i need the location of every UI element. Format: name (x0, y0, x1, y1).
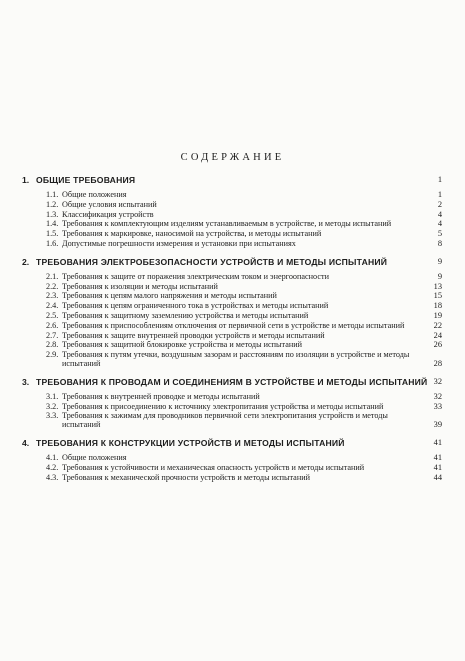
entry-text: Требования к присоединению к источнику электропитания устройства и методы испытаний (62, 401, 384, 411)
page-number: 28 (433, 358, 442, 368)
entry-number: 2.3. (46, 291, 59, 301)
entry-number: 4.1. (46, 452, 59, 462)
page-number: 24 (433, 330, 442, 340)
entry-number: 1.3. (46, 209, 59, 219)
toc-entry[interactable] (22, 230, 442, 239)
entry-text: Допустимые погрешности измерения и установки при испытаниях (62, 238, 296, 248)
toc-entry[interactable] (22, 332, 442, 341)
entry-text: Общие условия испытаний (62, 199, 157, 209)
toc-entry[interactable] (22, 273, 442, 282)
entry-number: 1.2. (46, 199, 59, 209)
entry-text: Общие положения (62, 452, 127, 462)
entry-text: Требования к цепям ограниченного тока в устройствах и методы испытаний (62, 301, 329, 311)
section-title: ОБЩИЕ ТРЕБОВАНИЯ (36, 175, 136, 185)
entry-text: Требования к изоляции и методы испытаний (62, 281, 218, 291)
page-number: 44 (433, 472, 442, 482)
page-number: 4 (437, 219, 442, 229)
entry-text: Требования к защитной блокировке устройства и методы испытаний (62, 340, 302, 350)
entry-text: Требования к устойчивости и механическая опасность устройств и методы испытаний (62, 462, 365, 472)
section-heading[interactable] (22, 377, 442, 387)
page-number: 22 (433, 320, 442, 330)
entry-text: Требования к маркировке, наносимой на устройства, и методы испытаний (62, 229, 322, 239)
entry-number: 4.3. (46, 472, 59, 482)
page-number: 41 (433, 462, 442, 472)
page-number: 9 (437, 256, 442, 266)
entry-text: Общие положения (62, 190, 127, 199)
toc-entry[interactable] (22, 464, 442, 473)
page-number: 18 (433, 301, 442, 311)
page-number: 26 (433, 340, 442, 350)
page-number: 41 (433, 437, 442, 447)
section-number: 1. (22, 175, 30, 185)
entry-number: 2.5. (46, 310, 59, 320)
toc-entry[interactable] (22, 351, 442, 369)
page-number: 13 (433, 281, 442, 291)
toc-entry[interactable] (22, 283, 442, 292)
page-number: 1 (437, 190, 442, 199)
entry-text: Требования к комплектующим изделиям устанавливаемым в устройстве, и методы испытаний (62, 219, 392, 229)
entry-number: 2.1. (46, 271, 59, 281)
entry-text: Требования к защите от поражения электрическим током и энергоопасности (62, 271, 329, 281)
entry-number: 3.2. (46, 401, 59, 411)
section-heading[interactable] (22, 175, 442, 185)
entry-text: Требования к механической прочности устройств и методы испытаний (62, 472, 310, 482)
toc-entry[interactable] (22, 191, 442, 200)
page-number: 9 (437, 271, 442, 281)
entry-text: Требования к защитному заземлению устройства и методы испытаний (62, 310, 309, 320)
toc-entry[interactable] (22, 220, 442, 229)
toc-entry[interactable] (22, 474, 442, 483)
page-number: 15 (433, 291, 442, 301)
section-heading[interactable] (22, 438, 442, 448)
toc-entry[interactable] (22, 403, 442, 412)
entry-number: 2.7. (46, 330, 59, 340)
entry-text: Требования к приспособлениям отключения от первичной сети в устройстве и методы испытаний (62, 320, 405, 330)
section-title: ТРЕБОВАНИЯ К КОНСТРУКЦИИ УСТРОЙСТВ И МЕТОДЫ ИСПЫТАНИЙ (36, 437, 345, 448)
entry-number: 2.6. (46, 320, 59, 330)
section-heading[interactable] (22, 257, 442, 267)
entry-text: Требования к внутренней проводке и методы испытаний (62, 391, 260, 401)
entry-number: 1.5. (46, 229, 59, 239)
toc-entry[interactable] (22, 393, 442, 402)
page-number: 8 (437, 238, 442, 248)
page-number: 33 (433, 401, 442, 411)
table-of-contents (22, 167, 442, 482)
section-number: 2. (22, 256, 30, 267)
page-number: 1 (437, 175, 442, 184)
entry-number: 1.4. (46, 219, 59, 229)
page-number: 32 (433, 391, 442, 401)
page-number: 4 (437, 209, 442, 219)
entry-text: Требования к путям утечки, воздушным зазорам и расстояниям по изоляции в устройстве и методы испытаний (62, 350, 410, 368)
toc-entry[interactable] (22, 341, 442, 350)
toc-entry[interactable] (22, 211, 442, 220)
toc-entry[interactable] (22, 302, 442, 311)
entry-text: Требования к защите внутренней проводки устройств и методы испытаний (62, 330, 325, 340)
entry-number: 3.1. (46, 391, 59, 401)
entry-number: 2.8. (46, 340, 59, 350)
toc-entry[interactable] (22, 201, 442, 210)
page-number: 39 (433, 420, 442, 430)
toc-entry[interactable] (22, 292, 442, 301)
entry-text: Требования к цепям малого напряжения и методы испытаний (62, 291, 277, 301)
entry-number: 2.4. (46, 301, 59, 311)
section-title: ТРЕБОВАНИЯ К ПРОВОДАМ И СОЕДИНЕНИЯМ В УСТРОЙСТВЕ И МЕТОДЫ ИСПЫТАНИЙ (36, 376, 428, 387)
toc-entry[interactable] (22, 312, 442, 321)
page-number: 19 (433, 310, 442, 320)
page-number: 32 (433, 376, 442, 386)
entry-number: 2.2. (46, 281, 59, 291)
entry-number: 2.9. (46, 350, 59, 360)
page-number: 2 (437, 199, 442, 209)
entry-number: 4.2. (46, 462, 59, 472)
entry-number: 1.1. (46, 190, 59, 199)
entry-number: 3.3. (46, 411, 59, 421)
toc-entry[interactable] (22, 454, 442, 463)
entry-text: Классификация устройств (62, 209, 154, 219)
page-number: 5 (437, 229, 442, 239)
toc-title: СОДЕРЖАНИЕ (180, 152, 285, 163)
toc-entry[interactable] (22, 412, 442, 430)
section-title: ТРЕБОВАНИЯ ЭЛЕКТРОБЕЗОПАСНОСТИ УСТРОЙСТВ И МЕТОДЫ ИСПЫТАНИЙ (36, 256, 388, 267)
toc-entry[interactable] (22, 322, 442, 331)
toc-entry[interactable] (22, 240, 442, 249)
section-number: 3. (22, 376, 30, 387)
entry-text: Требования к зажимам для проводников первичной сети электропитания устройств и методы испытаний (62, 411, 388, 430)
page-number: 41 (433, 452, 442, 462)
entry-number: 1.6. (46, 238, 59, 248)
section-number: 4. (22, 437, 30, 448)
